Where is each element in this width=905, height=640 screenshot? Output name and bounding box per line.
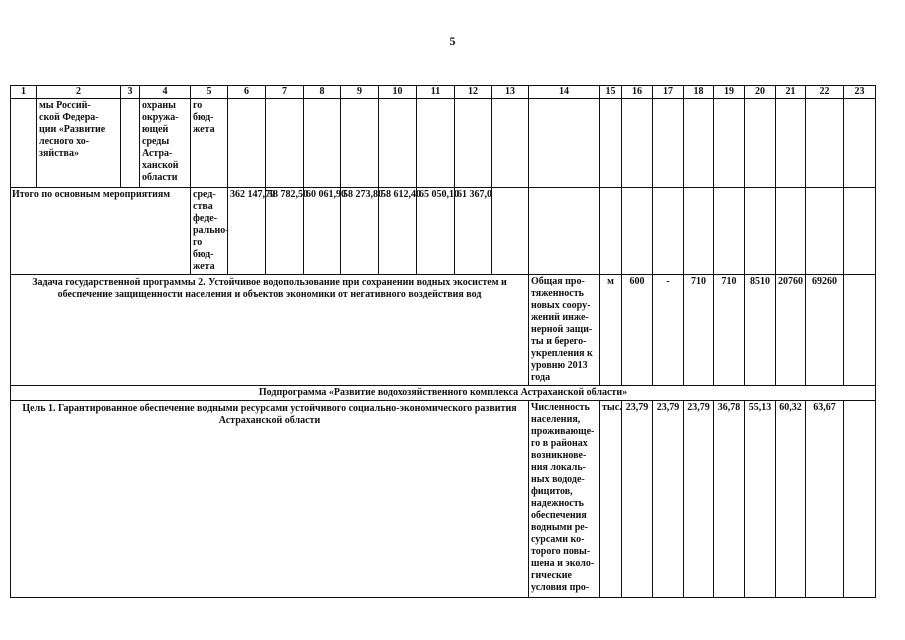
indicator-value-cell: 36,78 (714, 401, 745, 598)
goal-cell: Цель 1. Гарантированное обеспечение водными ресурсами устойчивого социально-экономического развития Астраханской области (11, 401, 529, 598)
text-line: го в районах (531, 438, 588, 449)
amount-cell: 65 050,10 (417, 188, 455, 275)
table-cell (622, 188, 653, 275)
text-line: гические (531, 570, 572, 581)
text-line: мы Россий- (39, 100, 91, 111)
table-row (11, 275, 876, 386)
table-cell (714, 188, 745, 275)
column-number: 14 (529, 86, 600, 99)
indicator-value-cell: 710 (684, 275, 714, 386)
indicator-value-cell: 710 (714, 275, 745, 386)
column-number: 17 (653, 86, 684, 99)
column-number: 13 (492, 86, 529, 99)
text-line: ции «Развитие (39, 124, 106, 135)
column-number: 11 (417, 86, 455, 99)
table-row (11, 386, 876, 401)
table-cell (622, 99, 653, 188)
table-cell (529, 188, 600, 275)
table-cell (806, 99, 844, 188)
executor-cell (140, 99, 191, 188)
amount-cell: 362 147,70 (228, 188, 266, 275)
text-line: Численность (531, 402, 590, 413)
text-line: ты и берего- (531, 336, 587, 347)
header-row (11, 86, 876, 99)
total-label-cell: Итого по основным мероприятиям (11, 188, 191, 275)
table-cell (417, 99, 455, 188)
column-number: 10 (379, 86, 417, 99)
amount-cell: 58 782,50 (266, 188, 304, 275)
subprogram-heading: Подпрограмма «Развитие водохозяйственного комплекса Астраханской области» (11, 386, 876, 401)
column-number: 19 (714, 86, 745, 99)
table-cell (844, 275, 876, 386)
text-line: обеспечения (531, 510, 587, 521)
text-line: Общая про- (531, 276, 585, 287)
amount-cell: 61 367,0 (455, 188, 492, 275)
text-line: тяженность (531, 288, 584, 299)
text-line: го бюд- (193, 100, 214, 123)
table-cell (844, 99, 876, 188)
text-line: проживающе- (531, 426, 595, 437)
table-cell (228, 99, 266, 188)
indicator-value-cell: - (653, 275, 684, 386)
column-number: 7 (266, 86, 304, 99)
indicator-value-cell: 23,79 (684, 401, 714, 598)
table-cell (379, 99, 417, 188)
program-table (10, 85, 876, 598)
text-line: нерной защи- (531, 324, 593, 335)
table-cell (653, 99, 684, 188)
text-line: среды (142, 136, 170, 147)
table-cell (11, 99, 37, 188)
text-line: жета (193, 261, 215, 272)
column-number: 4 (140, 86, 191, 99)
table-cell (745, 99, 776, 188)
text-line: Астра- (142, 148, 173, 159)
text-line: сред- (193, 189, 216, 200)
unit-cell: м (600, 275, 622, 386)
text-line: надежность (531, 498, 584, 509)
table-row (11, 99, 876, 188)
text-line: укрепления к (531, 348, 593, 359)
text-line: ханской (142, 160, 179, 171)
text-line: феде- (193, 213, 218, 224)
unit-cell: тыс. (600, 401, 622, 598)
table-cell (266, 99, 304, 188)
table-cell (776, 188, 806, 275)
text-line: области (142, 172, 178, 183)
column-number: 9 (341, 86, 379, 99)
table-cell (600, 99, 622, 188)
table-cell (304, 99, 341, 188)
program-name-cell (37, 99, 121, 188)
indicator-cell (529, 401, 600, 598)
text-line: лесного хо- (39, 136, 90, 147)
task-cell: Задача государственной программы 2. Устойчивое водопользование при сохранении водных экосистем и обеспечение защищенности населения и объектов экономики от негативного воздействия вод (11, 275, 529, 386)
text-line: торого повы- (531, 546, 591, 557)
text-line: ющей (142, 124, 169, 135)
indicator-value-cell: 600 (622, 275, 653, 386)
text-line: жений инже- (531, 312, 589, 323)
table-cell (121, 99, 140, 188)
column-number: 5 (191, 86, 228, 99)
table-cell (806, 188, 844, 275)
table-cell (684, 188, 714, 275)
amount-cell: 60 061,90 (304, 188, 341, 275)
column-number: 1 (11, 86, 37, 99)
table-cell (776, 99, 806, 188)
indicator-value-cell: 69260 (806, 275, 844, 386)
table-cell (844, 188, 876, 275)
text-line: ства (193, 201, 213, 212)
text-line: фицитов, (531, 486, 573, 497)
column-number: 6 (228, 86, 266, 99)
text-line: ния локаль- (531, 462, 586, 473)
text-line: населения, (531, 414, 581, 425)
column-number: 8 (304, 86, 341, 99)
column-number: 22 (806, 86, 844, 99)
table-cell (455, 99, 492, 188)
table-cell (492, 99, 529, 188)
indicator-value-cell: 20760 (776, 275, 806, 386)
funding-source-cell (191, 99, 228, 188)
text-line: возникнове- (531, 450, 587, 461)
table-cell (684, 99, 714, 188)
indicator-value-cell: 8510 (745, 275, 776, 386)
text-line: жета (193, 124, 215, 135)
table-cell (714, 99, 745, 188)
indicator-value-cell: 60,32 (776, 401, 806, 598)
text-line: окружа- (142, 112, 179, 123)
column-number: 21 (776, 86, 806, 99)
table-cell (529, 99, 600, 188)
column-number: 18 (684, 86, 714, 99)
text-line: шена и эколо- (531, 558, 595, 569)
column-number: 3 (121, 86, 140, 99)
text-line: рально- (193, 225, 229, 236)
column-number: 12 (455, 86, 492, 99)
table-cell (600, 188, 622, 275)
funding-source-cell (191, 188, 228, 275)
indicator-value-cell: 55,13 (745, 401, 776, 598)
table-cell (341, 99, 379, 188)
indicator-value-cell: 23,79 (653, 401, 684, 598)
table-cell (492, 188, 529, 275)
text-line: ской Федера- (39, 112, 99, 123)
amount-cell: 58 612,40 (379, 188, 417, 275)
table-cell (844, 401, 876, 598)
text-line: охраны (142, 100, 176, 111)
text-line: уровню 2013 (531, 360, 588, 371)
amount-cell: 58 273,80 (341, 188, 379, 275)
text-line: го бюд- (193, 237, 214, 260)
indicator-value-cell: 63,67 (806, 401, 844, 598)
column-number: 15 (600, 86, 622, 99)
text-line: условия про- (531, 582, 590, 593)
table-cell (745, 188, 776, 275)
text-line: водными ре- (531, 522, 589, 533)
text-line: сурсами ко- (531, 534, 585, 545)
text-line: года (531, 372, 551, 383)
text-line: зяйства» (39, 148, 79, 159)
table-row (11, 401, 876, 598)
table-cell (653, 188, 684, 275)
column-number: 23 (844, 86, 876, 99)
table-row (11, 188, 876, 275)
column-number: 2 (37, 86, 121, 99)
column-number: 16 (622, 86, 653, 99)
indicator-cell (529, 275, 600, 386)
page-number: 5 (449, 34, 456, 48)
text-line: новых соору- (531, 300, 591, 311)
text-line: ных вододе- (531, 474, 585, 485)
indicator-value-cell: 23,79 (622, 401, 653, 598)
column-number: 20 (745, 86, 776, 99)
